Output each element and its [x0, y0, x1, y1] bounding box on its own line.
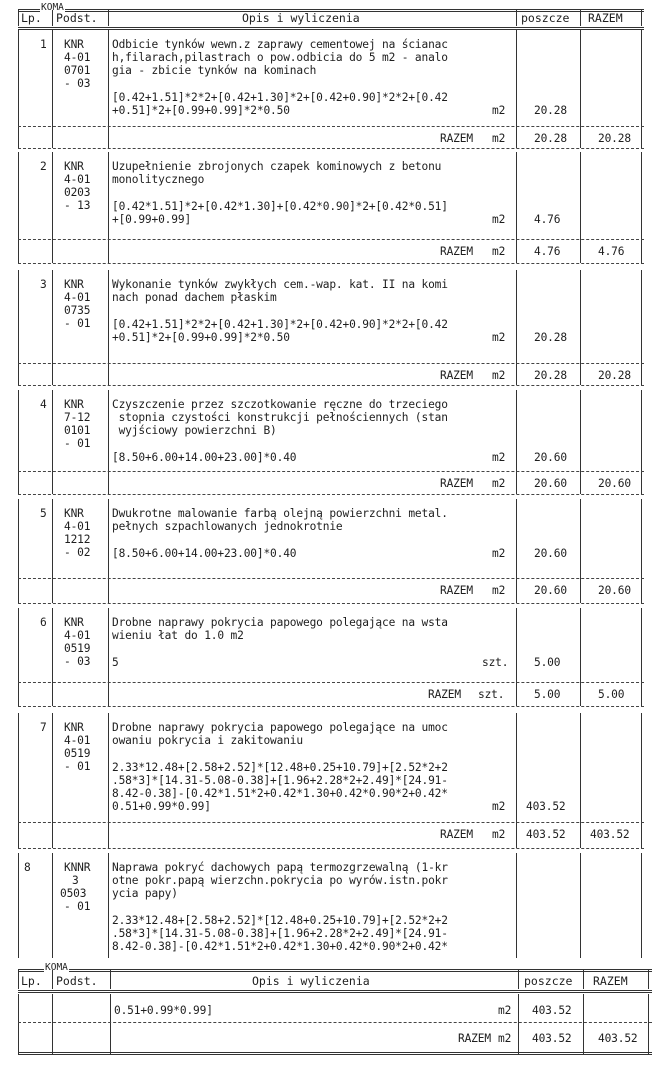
column-rule-0 — [18, 713, 19, 848]
measure-value: 403.52 — [526, 800, 566, 813]
column-rule-1 — [52, 270, 53, 385]
razem-unit: m2 — [492, 584, 506, 597]
podst-code-line: 4-01 — [64, 520, 91, 533]
calculation-line: 0.51+0.99*0.99] — [112, 800, 211, 813]
calculation-line: +0.51]*2+[0.99+0.99]*2*0.50 — [112, 331, 290, 344]
podst-code-line: 4-01 — [64, 629, 91, 642]
cont-sep-opis — [518, 994, 519, 1054]
description-line: gia - zbicie tynków na kominach — [112, 64, 317, 77]
header-sep-opis — [516, 10, 517, 26]
razem-poszcze: 20.60 — [534, 584, 567, 597]
lp-number: 4 — [40, 398, 47, 411]
description-line: Dwukrotne malowanie farbą olejną powierzchni metal. — [112, 507, 448, 520]
description-line: Wykonanie tynków zwykłych cem.-wap. kat. II na komi — [112, 278, 448, 291]
lp-number: 8 — [24, 861, 31, 874]
column-rule-1 — [52, 30, 53, 148]
measure-value: 4.76 — [534, 213, 561, 226]
column-rule-4 — [580, 390, 581, 494]
razem-label: RAZEM — [440, 584, 473, 597]
column-rule-5 — [641, 608, 642, 706]
description-line: Odbicie tynków wewn.z zaprawy cementowej na ścianac — [112, 38, 448, 51]
measure-unit: m2 — [492, 451, 506, 464]
description-line: h,filarach,pilastrach o pow.odbicia do 5 m2 - analo — [112, 51, 448, 64]
column-rule-0 — [18, 270, 19, 385]
podst-code-line: 4-01 — [64, 291, 91, 304]
podst-code-line: - 02 — [64, 546, 91, 559]
column-rule-1 — [52, 152, 53, 263]
razem-unit: m2 — [492, 132, 506, 145]
measure-value: 5.00 — [534, 656, 561, 669]
description-line: pełnych szpachlowanych jednokrotnie — [112, 520, 343, 533]
calculation-line: 8.42-0.38]-[0.42*1.51*2+0.42*1.30+0.42*0.90*2+0.42* — [112, 940, 448, 953]
calculation-line: 8.42-0.38]-[0.42*1.51*2+0.42*1.30+0.42*0.90*2+0.42* — [112, 787, 448, 800]
column-rule-2 — [108, 853, 109, 958]
cont-border-right — [648, 994, 649, 1054]
column-rule-3 — [516, 30, 517, 148]
podst-code-line: 0101 — [64, 424, 91, 437]
column-rule-4 — [580, 30, 581, 148]
podst-code-line: KNNR — [64, 861, 91, 874]
razem-poszcze: 20.28 — [534, 132, 567, 145]
calculation-line: +[0.99+0.99] — [112, 213, 192, 226]
description-line: monolitycznego — [112, 173, 205, 186]
measure-value: 20.28 — [534, 331, 567, 344]
razem-total: 20.28 — [598, 132, 631, 145]
lp-number: 7 — [40, 721, 47, 734]
column-rule-2 — [108, 30, 109, 148]
razem-poszcze: 20.60 — [534, 477, 567, 490]
description-line: Drobne naprawy pokrycia papowego polegające na umoc — [112, 721, 448, 734]
lp-number: 5 — [40, 507, 47, 520]
cont-razem-unit: m2 — [498, 1032, 512, 1045]
column-rule-0 — [18, 608, 19, 706]
header-sep-lp — [52, 10, 53, 26]
column-rule-4 — [580, 270, 581, 385]
description-line: Uzupełnienie zbrojonych czapek kominowych z betonu — [112, 160, 442, 173]
description-line: wieniu łat do 1.0 m2 — [112, 629, 244, 642]
podst-code-line: - 03 — [64, 77, 91, 90]
razem-unit: m2 — [492, 828, 506, 841]
razem-label: RAZEM — [440, 477, 473, 490]
podst-code-line: 1212 — [64, 533, 91, 546]
header-border-right — [641, 10, 642, 26]
column-rule-1 — [52, 853, 53, 958]
header-bottom-rule — [18, 27, 644, 30]
header-poszcze: poszcze — [521, 11, 570, 25]
cont-header-border-left — [18, 970, 19, 989]
podst-code-line: 0519 — [64, 747, 91, 760]
razem-total: 20.60 — [598, 584, 631, 597]
calculation-line: +0.51]*2+[0.99+0.99]*2*0.50 — [112, 104, 290, 117]
calculation-line: [8.50+6.00+14.00+23.00]*0.40 — [112, 451, 297, 464]
column-rule-1 — [52, 499, 53, 603]
podst-code-line: KNR — [64, 616, 84, 629]
column-rule-4 — [580, 152, 581, 263]
description-line: ycia papy) — [112, 887, 178, 900]
column-rule-5 — [641, 152, 642, 263]
header-podst: Podst. — [56, 11, 98, 25]
podst-code-line: - 01 — [64, 760, 91, 773]
razem-unit: m2 — [492, 369, 506, 382]
calculation-line: 2.33*12.48+[2.58+2.52]*[12.48+0.25+10.79]+[2.52*2+2 — [112, 761, 448, 774]
podst-code-line: KNR — [64, 398, 84, 411]
cont-header-sep-lp — [52, 970, 53, 989]
measure-value: 20.28 — [534, 104, 567, 117]
cont-sep-podst — [110, 994, 111, 1054]
description-line: nach ponad dachem płaskim — [112, 291, 277, 304]
description-line: otne pokr.papą wierzchn.pokrycia po wyrów.istn.pokr — [112, 874, 448, 887]
calculation-line: .58*3]*[14.31-5.08-0.38]+[1.96+2.28*2+2.49]*[24.91- — [112, 927, 448, 940]
row-bottom-separator — [18, 848, 644, 849]
razem-label: RAZEM — [440, 369, 473, 382]
cont-calc-line: 0.51+0.99*0.99] — [114, 1004, 213, 1017]
razem-poszcze: 403.52 — [526, 828, 566, 841]
continuation-section-tag: KOMA — [45, 962, 68, 973]
cont-header-sep-opis — [518, 970, 519, 989]
razem-poszcze: 20.28 — [534, 369, 567, 382]
dashed-separator — [18, 578, 644, 579]
column-rule-1 — [52, 608, 53, 706]
column-rule-4 — [580, 713, 581, 848]
header-lp: Lp. — [21, 11, 42, 25]
podst-code-line: - 13 — [64, 199, 91, 212]
description-line: Drobne naprawy pokrycia papowego polegające na wsta — [112, 616, 448, 629]
column-rule-3 — [516, 713, 517, 848]
lp-number: 1 — [40, 38, 47, 51]
description-line: Czyszczenie przez szczotkowanie ręczne do trzeciego — [112, 398, 448, 411]
lp-number: 6 — [40, 616, 47, 629]
header-sep-podst — [108, 10, 109, 26]
column-rule-2 — [108, 270, 109, 385]
column-rule-0 — [18, 499, 19, 603]
razem-unit: m2 — [492, 477, 506, 490]
podst-code-line: - 01 — [64, 437, 91, 450]
column-rule-3 — [516, 390, 517, 494]
cont-header-border-right — [648, 970, 649, 989]
calculation-line: 5 — [112, 656, 119, 669]
dashed-separator — [18, 682, 644, 683]
calculation-line: .58*3]*[14.31-5.08-0.38]+[1.96+2.28*2+2.49]*[24.91- — [112, 774, 448, 787]
measure-unit: m2 — [492, 104, 506, 117]
cont-header-bottom-rule — [18, 990, 652, 993]
header-border-left — [18, 10, 19, 26]
cont-sep-lp — [52, 994, 53, 1054]
measure-value: 20.60 — [534, 451, 567, 464]
calculation-line: [0.42+1.51]*2*2+[0.42+1.30]*2+[0.42+0.90]*2*2+[0.42 — [112, 91, 448, 104]
cont-unit: m2 — [498, 1004, 512, 1017]
column-rule-2 — [108, 713, 109, 848]
dashed-separator — [18, 822, 644, 823]
column-rule-5 — [641, 499, 642, 603]
podst-code-line: 7-12 — [64, 411, 91, 424]
podst-code-line: 3 — [72, 874, 79, 887]
calculation-line: [0.42+1.51]*2*2+[0.42+1.30]*2+[0.42+0.90]*2*2+[0.42 — [112, 318, 448, 331]
row-bottom-separator — [18, 706, 644, 707]
podst-code-line: 4-01 — [64, 173, 91, 186]
dashed-separator — [18, 126, 644, 127]
column-rule-2 — [108, 608, 109, 706]
cont-header-razem: RAZEM — [593, 974, 628, 988]
description-line: wyjściowy powierzchni B) — [112, 424, 277, 437]
razem-unit: szt. — [478, 688, 505, 701]
row-bottom-separator — [18, 385, 644, 386]
cont-header-podst: Podst. — [56, 974, 98, 988]
description-line: stopnia czystości konstrukcji pełnościennych (stan — [112, 411, 448, 424]
column-rule-0 — [18, 152, 19, 263]
podst-code-line: 0735 — [64, 304, 91, 317]
cont-header-sep-podst — [110, 970, 111, 989]
dashed-separator — [18, 471, 644, 472]
razem-label: RAZEM — [440, 828, 473, 841]
cont-razem-total: 403.52 — [598, 1032, 638, 1045]
continuation-top-rule — [18, 969, 652, 972]
bottom-double-rule — [18, 1052, 652, 1055]
podst-code-line: 0701 — [64, 64, 91, 77]
dashed-separator — [18, 363, 644, 364]
cont-dashed-rule — [18, 1022, 652, 1023]
lp-number: 3 — [40, 278, 47, 291]
row-bottom-separator — [18, 603, 644, 604]
razem-poszcze: 5.00 — [534, 688, 561, 701]
podst-code-line: KNR — [64, 507, 84, 520]
razem-label: RAZEM — [440, 132, 473, 145]
podst-code-line: KNR — [64, 160, 84, 173]
podst-code-line: 0519 — [64, 642, 91, 655]
razem-label: RAZEM — [428, 688, 461, 701]
column-rule-2 — [108, 390, 109, 494]
cont-value: 403.52 — [532, 1004, 572, 1017]
column-rule-3 — [516, 608, 517, 706]
razem-total: 20.60 — [598, 477, 631, 490]
cont-header-lp: Lp. — [21, 974, 42, 988]
column-rule-5 — [641, 390, 642, 494]
razem-total: 403.52 — [590, 828, 630, 841]
razem-total: 5.00 — [598, 688, 625, 701]
column-rule-3 — [516, 152, 517, 263]
podst-code-line: - 03 — [64, 655, 91, 668]
razem-label: RAZEM — [440, 245, 473, 258]
column-rule-3 — [516, 853, 517, 958]
cont-border-left — [18, 994, 19, 1054]
cont-header-poszcze: poszcze — [524, 974, 573, 988]
cont-header-opis: Opis i wyliczenia — [252, 974, 370, 988]
row-bottom-separator — [18, 148, 644, 149]
header-opis: Opis i wyliczenia — [242, 11, 360, 25]
section-tag: KOMA — [41, 2, 64, 13]
column-rule-2 — [108, 152, 109, 263]
podst-code-line: 0203 — [64, 186, 91, 199]
column-rule-1 — [52, 390, 53, 494]
measure-value: 20.60 — [534, 547, 567, 560]
column-rule-5 — [641, 270, 642, 385]
podst-code-line: 4-01 — [64, 51, 91, 64]
row-bottom-separator — [18, 263, 644, 264]
column-rule-0 — [18, 30, 19, 148]
razem-total: 4.76 — [598, 245, 625, 258]
lp-number: 2 — [40, 160, 47, 173]
cont-sep-poszcze — [583, 994, 584, 1054]
column-rule-5 — [641, 853, 642, 958]
cont-razem-label: RAZEM — [458, 1032, 491, 1045]
description-line: Naprawa pokryć dachowych papą termozgrzewalną (1-kr — [112, 861, 448, 874]
description-line: owaniu pokrycia i zakitowaniu — [112, 734, 303, 747]
podst-code-line: 0503 — [60, 887, 87, 900]
column-rule-5 — [641, 30, 642, 148]
column-rule-3 — [516, 270, 517, 385]
dashed-separator — [18, 239, 644, 240]
column-rule-2 — [108, 499, 109, 603]
razem-poszcze: 4.76 — [534, 245, 561, 258]
razem-total: 20.28 — [598, 369, 631, 382]
column-rule-4 — [580, 853, 581, 958]
measure-unit: m2 — [492, 213, 506, 226]
row-bottom-separator — [18, 494, 644, 495]
header-sep-poszcze — [580, 10, 581, 26]
column-rule-0 — [18, 853, 19, 958]
measure-unit: m2 — [492, 331, 506, 344]
cont-header-sep-poszcze — [583, 970, 584, 989]
podst-code-line: KNR — [64, 38, 84, 51]
cont-razem-poszcze: 403.52 — [532, 1032, 572, 1045]
podst-code-line: - 01 — [64, 900, 91, 913]
podst-code-line: KNR — [64, 721, 84, 734]
calculation-line: [0.42*1.51]*2+[0.42*1.30]+[0.42*0.90]*2+[0.42*0.51] — [112, 200, 448, 213]
calculation-line: [8.50+6.00+14.00+23.00]*0.40 — [112, 547, 297, 560]
measure-unit: szt. — [482, 656, 509, 669]
column-rule-5 — [641, 713, 642, 848]
header-razem: RAZEM — [588, 11, 623, 25]
column-rule-1 — [52, 713, 53, 848]
measure-unit: m2 — [492, 547, 506, 560]
podst-code-line: KNR — [64, 278, 84, 291]
column-rule-4 — [580, 499, 581, 603]
podst-code-line: 4-01 — [64, 734, 91, 747]
podst-code-line: - 01 — [64, 317, 91, 330]
column-rule-3 — [516, 499, 517, 603]
column-rule-0 — [18, 390, 19, 494]
measure-unit: m2 — [492, 800, 506, 813]
column-rule-4 — [580, 608, 581, 706]
calculation-line: 2.33*12.48+[2.58+2.52]*[12.48+0.25+10.79]+[2.52*2+2 — [112, 914, 448, 927]
razem-unit: m2 — [492, 245, 506, 258]
